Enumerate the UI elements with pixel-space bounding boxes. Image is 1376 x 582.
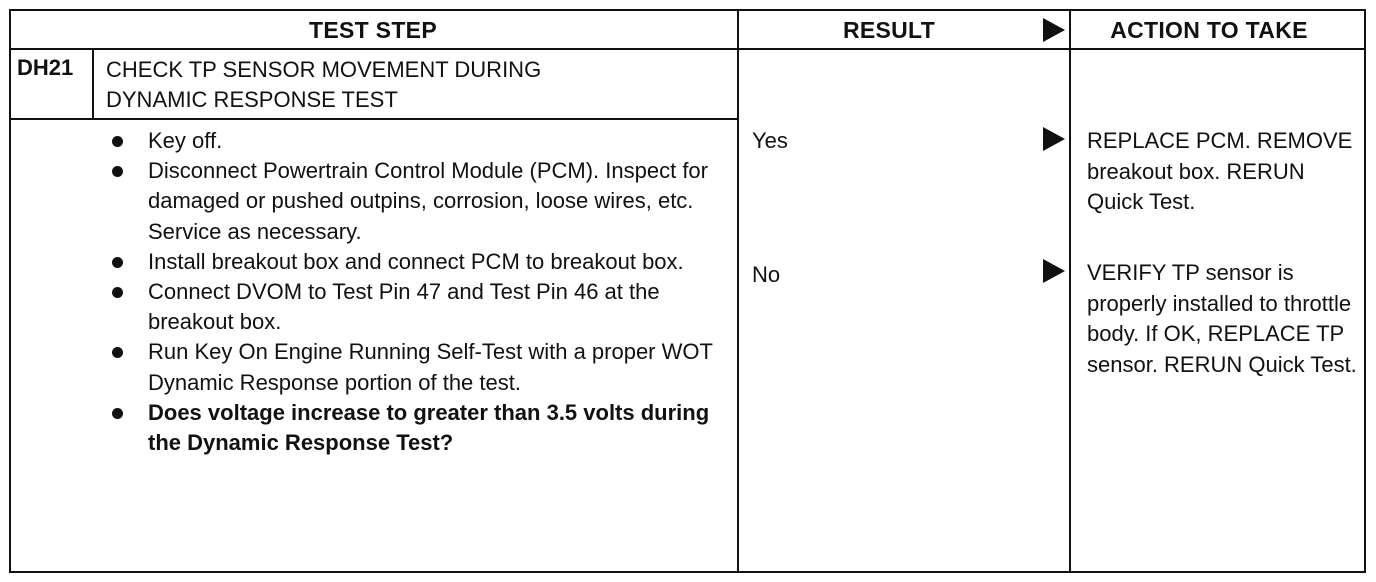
instruction-text: Run Key On Engine Running Self-Test with a proper WOT Dynamic Response portion of the test. bbox=[148, 339, 713, 395]
instruction-text: Key off. bbox=[148, 128, 223, 153]
header-test-step: TEST STEP bbox=[309, 16, 437, 43]
instruction-item bbox=[106, 126, 726, 156]
step-title-line-2: DYNAMIC RESPONSE TEST bbox=[106, 87, 398, 112]
header-result: RESULT bbox=[842, 16, 936, 43]
header-divider bbox=[9, 48, 1366, 50]
instruction-question bbox=[106, 398, 726, 458]
test-step-instructions bbox=[106, 126, 726, 458]
instruction-item bbox=[106, 277, 726, 337]
instruction-text: Does voltage increase to greater than 3.5 volts during the Dynamic Response Test? bbox=[148, 399, 710, 456]
step-number: DH21 bbox=[17, 55, 74, 80]
result-yes: Yes bbox=[752, 128, 788, 153]
result-no-arrow-icon bbox=[1043, 259, 1065, 283]
bullet-icon bbox=[112, 257, 123, 268]
bullet-icon bbox=[112, 136, 123, 147]
header-action-to-take: ACTION TO TAKE bbox=[1110, 16, 1308, 43]
bullet-icon bbox=[112, 408, 123, 419]
bullet-icon bbox=[112, 347, 123, 358]
instruction-text: Install breakout box and connect PCM to breakout box. bbox=[148, 248, 684, 274]
header-arrow-icon bbox=[1043, 18, 1065, 42]
bullet-icon bbox=[112, 166, 123, 177]
result-no: No bbox=[752, 262, 781, 287]
step-number-divider bbox=[92, 48, 94, 118]
instruction-text: Disconnect Powertrain Control Module (PCM). Inspect for damaged or pushed outpins, corrosion, loose wires, etc. Service as necessary. bbox=[148, 158, 708, 244]
instruction-item bbox=[106, 156, 726, 247]
step-title bbox=[106, 55, 541, 115]
action-no: VERIFY TP sensor is properly installed to throttle body. If OK, REPLACE TP sensor. RERUN Quick Test. bbox=[1087, 260, 1357, 377]
instruction-item bbox=[106, 337, 726, 397]
action-column-divider bbox=[1069, 9, 1071, 573]
step-title-line-1: CHECK TP SENSOR MOVEMENT DURING bbox=[106, 57, 542, 82]
bullet-icon bbox=[112, 287, 123, 298]
step-title-divider bbox=[9, 118, 739, 120]
action-yes: REPLACE PCM. REMOVE breakout box. RERUN Quick Test. bbox=[1087, 128, 1353, 214]
result-yes-arrow-icon bbox=[1043, 127, 1065, 151]
result-column-divider bbox=[737, 9, 739, 573]
instruction-item bbox=[106, 247, 726, 277]
instruction-text: Connect DVOM to Test Pin 47 and Test Pin 46 at the breakout box. bbox=[148, 279, 660, 335]
